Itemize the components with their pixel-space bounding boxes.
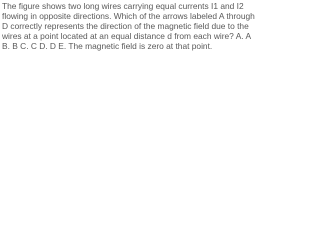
question-text: The figure shows two long wires carrying equal currents I1 and I2 flowing in opposite directions. Which of the arrows labeled A through D correctly represents the direction of the magnetic field due to the wires at a point located at an equal distance d from each wire? A. A B. B C. C D. D E. The magnetic field is zero at that point.: [2, 1, 255, 52]
question-card: [0, 0, 262, 79]
